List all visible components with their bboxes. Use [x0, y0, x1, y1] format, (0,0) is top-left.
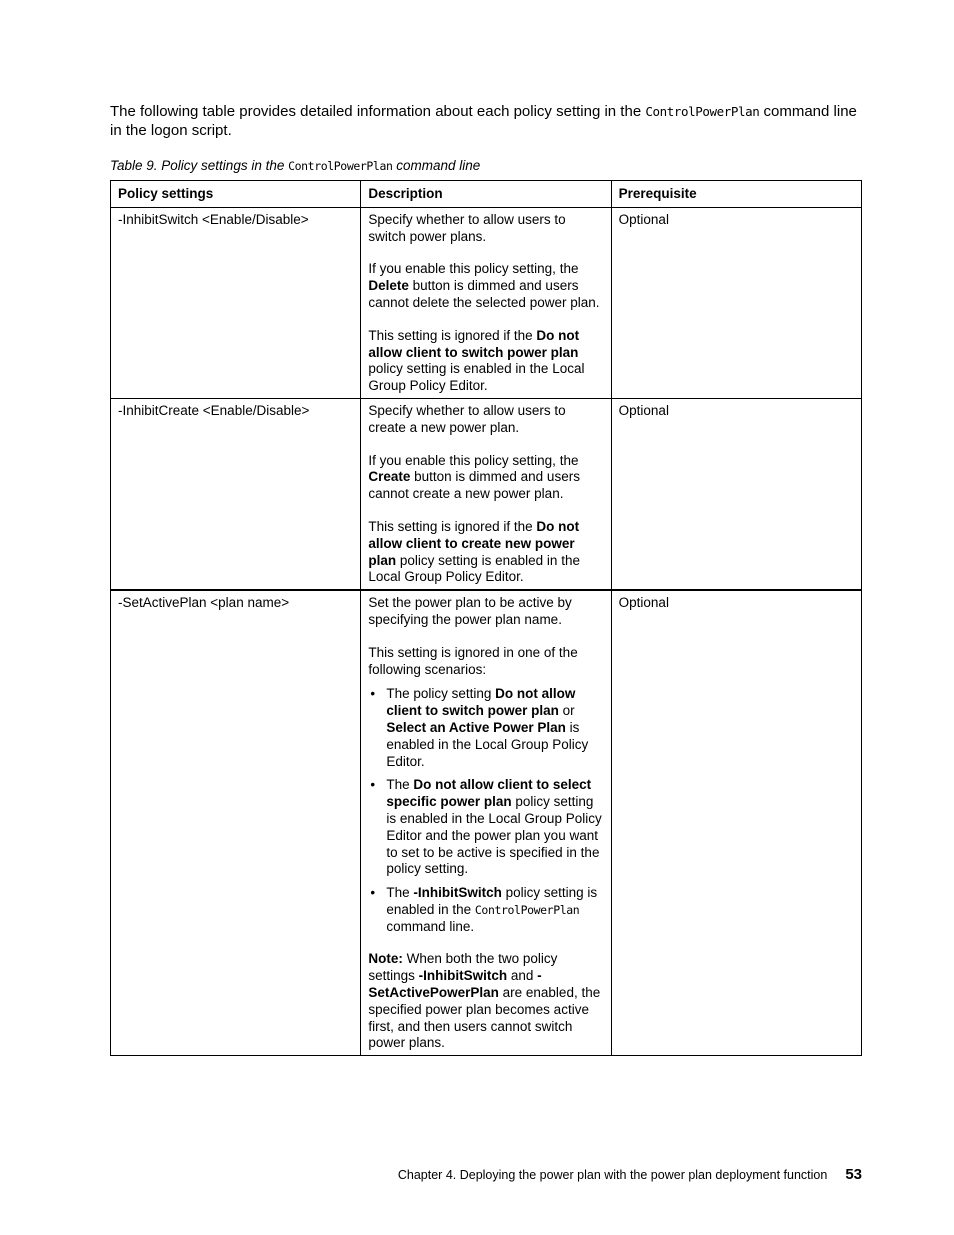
description-paragraph: Set the power plan to be active by specifying the power plan name.: [368, 595, 572, 627]
table-row: [111, 590, 862, 1056]
header-description: Description: [361, 181, 611, 208]
intro-code: ControlPowerPlan: [645, 104, 760, 119]
page-footer: [398, 1166, 862, 1183]
caption-text-1: Table 9. Policy settings in the: [110, 158, 289, 173]
description-paragraph: This setting is ignored in one of the following scenarios:: [368, 644, 578, 677]
description-cell: [361, 590, 611, 1056]
description-paragraph: If you enable this policy setting, the Create button is dimmed and users cannot create a new power plan.: [368, 452, 580, 502]
description-cell: [361, 207, 611, 398]
list-item: • The Do not allow client to select specific power plan policy setting is enabled in the Local Group Policy Editor and the power plan you want to set to be active is specified in the policy setting.: [368, 777, 603, 878]
list-item: • The policy setting Do not allow client to switch power plan or Select an Active Power Plan is enabled in the Local Group Policy Editor.: [368, 686, 603, 770]
caption-code: ControlPowerPlan: [288, 159, 393, 173]
description-paragraph: Specify whether to allow users to create a new power plan.: [368, 402, 566, 435]
caption-text-2: command line: [392, 158, 481, 173]
description-paragraph: If you enable this policy setting, the Delete button is dimmed and users cannot delete the selected power plan.: [368, 261, 600, 310]
description-paragraph: This setting is ignored if the Do not allow client to create new power plan policy setting is enabled in the Local Group Policy Editor.: [368, 518, 580, 585]
header-prerequisite: Prerequisite: [611, 181, 861, 208]
note-paragraph: Note: When both the two policy settings -InhibitSwitch and -SetActivePowerPlan are enabled, the specified power plan becomes active first, and then users cannot switch power plans.: [368, 951, 601, 1051]
description-paragraph: This setting is ignored if the Do not allow client to switch power plan policy setting is enabled in the Local Group Policy Editor.: [368, 327, 585, 394]
prerequisite-cell: Optional: [611, 398, 861, 590]
page-number: 53: [845, 1166, 862, 1183]
policy-setting-cell: -InhibitSwitch <Enable/Disable>: [111, 207, 361, 398]
list-item: • The -InhibitSwitch policy setting is enabled in the ControlPowerPlan command line.: [368, 885, 603, 935]
table-header-row: [111, 181, 862, 208]
scenario-list: [368, 686, 603, 935]
policy-setting-cell: -InhibitCreate <Enable/Disable>: [111, 398, 361, 590]
policy-settings-table: [110, 180, 862, 1056]
description-paragraph: Specify whether to allow users to switch power plans.: [368, 211, 566, 244]
intro-text-1: The following table provides detailed information about each policy setting in the: [110, 103, 646, 120]
description-cell: [361, 398, 611, 590]
header-policy-settings: Policy settings: [111, 181, 361, 208]
intro-text-2: command line in the logon script.: [110, 103, 857, 139]
intro-paragraph: [110, 102, 870, 140]
prerequisite-cell: Optional: [611, 590, 861, 1056]
table-row: [111, 207, 862, 398]
policy-setting-cell: -SetActivePlan <plan name>: [111, 590, 361, 1056]
table-caption: [110, 158, 480, 173]
chapter-title: Chapter 4. Deploying the power plan with the power plan deployment function: [397, 1168, 828, 1182]
prerequisite-cell: Optional: [611, 207, 861, 398]
table-row: [111, 398, 862, 590]
